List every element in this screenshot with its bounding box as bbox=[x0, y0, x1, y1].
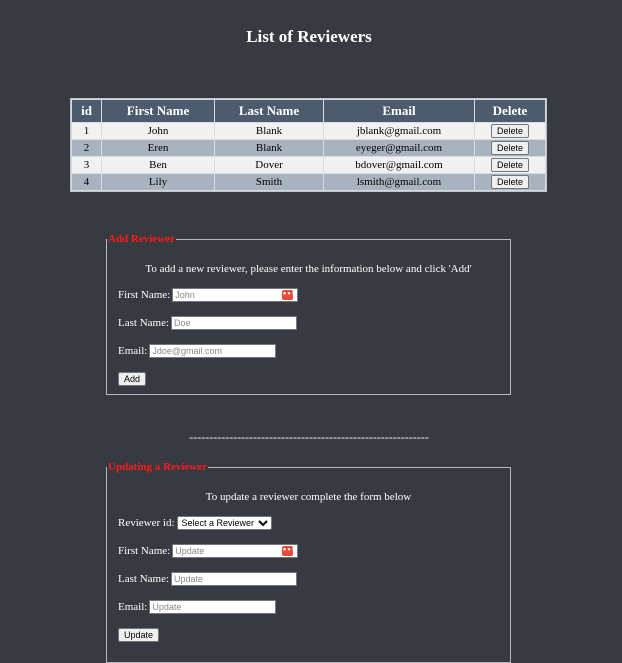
reviewer-id-row bbox=[118, 514, 510, 531]
delete-button[interactable]: Delete bbox=[491, 141, 529, 155]
autofill-icon[interactable]: ••• bbox=[282, 289, 296, 298]
update-first-name-wrapper bbox=[172, 544, 298, 558]
update-first-name-input[interactable] bbox=[172, 544, 298, 558]
update-last-name-input[interactable] bbox=[171, 572, 297, 586]
add-reviewer-legend: Add Reviewer bbox=[108, 233, 175, 245]
update-email-input[interactable] bbox=[149, 600, 276, 614]
reviewer-id-label: Reviewer id: bbox=[118, 516, 175, 529]
update-reviewer-legend: Updating a Reviewer bbox=[108, 461, 207, 473]
add-first-name-row bbox=[118, 286, 510, 303]
cell-first-name: Ben bbox=[102, 157, 214, 173]
cell-delete bbox=[475, 140, 545, 156]
reviewers-table bbox=[70, 98, 547, 192]
add-email-label: Email: bbox=[118, 344, 148, 357]
add-first-name-wrapper bbox=[172, 288, 298, 302]
update-email-row bbox=[118, 598, 510, 615]
cell-first-name: Lily bbox=[102, 174, 214, 190]
autofill-icon[interactable]: ••• bbox=[282, 545, 296, 554]
add-first-name-label: First Name: bbox=[118, 288, 171, 301]
column-header-id: id bbox=[72, 100, 101, 122]
reviewer-id-select[interactable] bbox=[177, 516, 272, 530]
cell-last-name: Blank bbox=[215, 140, 323, 156]
cell-email: eyeger@gmail.com bbox=[324, 140, 474, 156]
add-reviewer-form bbox=[106, 233, 511, 395]
cell-last-name: Blank bbox=[215, 123, 323, 139]
table-row bbox=[72, 140, 545, 156]
update-last-name-row bbox=[118, 570, 510, 587]
cell-email: lsmith@gmail.com bbox=[324, 174, 474, 190]
update-email-label: Email: bbox=[118, 600, 148, 613]
delete-button[interactable]: Delete bbox=[491, 175, 529, 189]
add-button[interactable]: Add bbox=[118, 372, 146, 386]
cell-email: bdover@gmail.com bbox=[324, 157, 474, 173]
update-button[interactable]: Update bbox=[118, 628, 159, 642]
cell-delete bbox=[475, 174, 545, 190]
cell-id: 3 bbox=[72, 157, 101, 173]
table-row bbox=[72, 157, 545, 173]
cell-id: 2 bbox=[72, 140, 101, 156]
delete-button[interactable]: Delete bbox=[491, 158, 529, 172]
cell-first-name: John bbox=[102, 123, 214, 139]
cell-email: jblank@gmail.com bbox=[324, 123, 474, 139]
cell-delete bbox=[475, 123, 545, 139]
update-last-name-label: Last Name: bbox=[118, 572, 170, 585]
cell-last-name: Smith bbox=[215, 174, 323, 190]
update-first-name-label: First Name: bbox=[118, 544, 171, 557]
add-last-name-row bbox=[118, 314, 510, 331]
update-reviewer-form bbox=[106, 461, 511, 663]
section-separator: ------------------------------------------------------------ bbox=[189, 430, 429, 444]
table-row bbox=[72, 123, 545, 139]
column-header-email: Email bbox=[324, 100, 474, 122]
add-submit-row bbox=[118, 370, 510, 387]
cell-delete bbox=[475, 157, 545, 173]
add-first-name-input[interactable] bbox=[172, 288, 298, 302]
page-title: List of Reviewers bbox=[246, 27, 372, 46]
cell-last-name: Dover bbox=[215, 157, 323, 173]
update-submit-row bbox=[118, 626, 510, 643]
add-last-name-label: Last Name: bbox=[118, 316, 170, 329]
add-email-input[interactable] bbox=[149, 344, 276, 358]
delete-button[interactable]: Delete bbox=[491, 124, 529, 138]
add-email-row bbox=[118, 342, 510, 359]
cell-first-name: Eren bbox=[102, 140, 214, 156]
table-header-row bbox=[72, 100, 545, 122]
cell-id: 1 bbox=[72, 123, 101, 139]
table-row bbox=[72, 174, 545, 190]
column-header-delete: Delete bbox=[475, 100, 545, 122]
add-reviewer-instructions: To add a new reviewer, please enter the information below and click 'Add' bbox=[145, 263, 472, 275]
add-last-name-input[interactable] bbox=[171, 316, 297, 330]
column-header-last-name: Last Name bbox=[215, 100, 323, 122]
column-header-first-name: First Name bbox=[102, 100, 214, 122]
update-first-name-row bbox=[118, 542, 510, 559]
cell-id: 4 bbox=[72, 174, 101, 190]
update-reviewer-instructions: To update a reviewer complete the form below bbox=[205, 491, 412, 503]
